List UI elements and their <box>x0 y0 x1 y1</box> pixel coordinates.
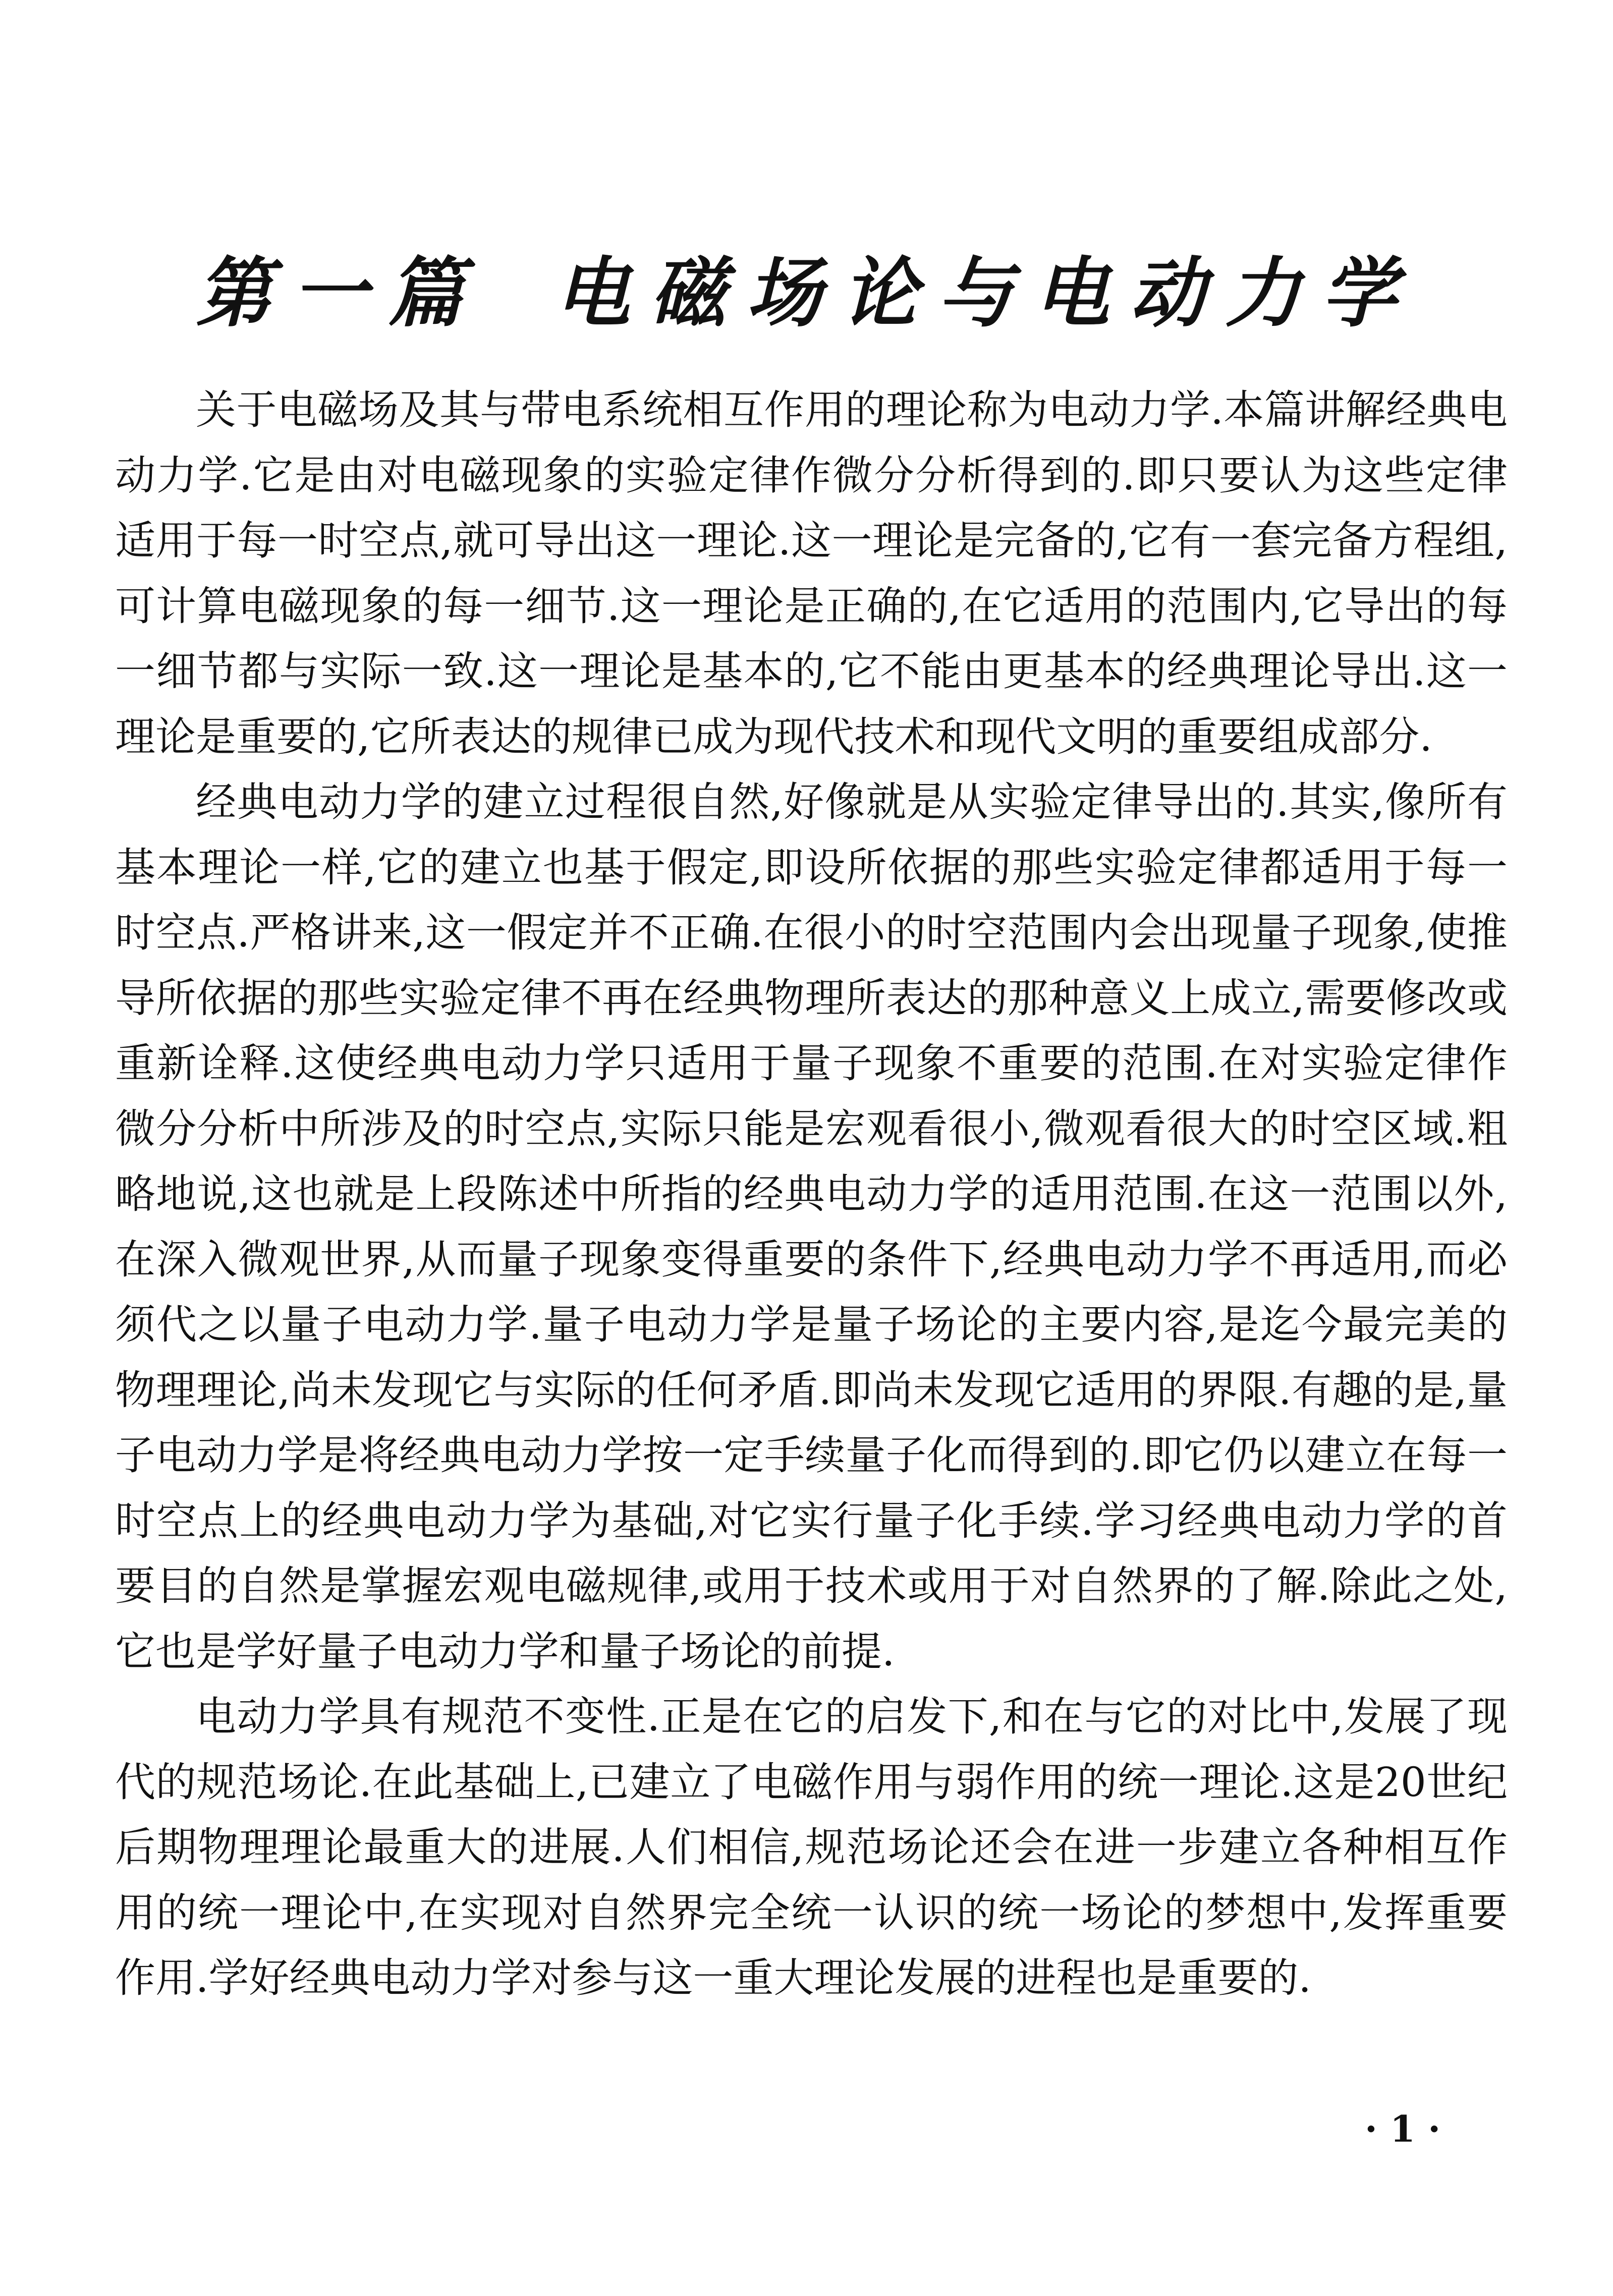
paragraph-2: 经典电动力学的建立过程很自然,好像就是从实验定律导出的.其实,像所有基本理论一样,它的建立也基于假定,即设所依据的那些实验定律都适用于每一时空点.严格讲来,这一假定并不正确.在很小的时空范围内会出现量子现象,使推导所依据的那些实验定律不再在经典物理所表达的那种意义上成立,需要修改或重新诠释.这使经典电动力学只适用于量子现象不重要的范围.在对实验定律作微分分析中所涉及的时空点,实际只能是宏观看很小,微观看很大的时空区域.粗略地说,这也就是上段陈述中所指的经典电动力学的适用范围.在这一范围以外,在深入微观世界,从而量子现象变得重要的条件下,经典电动力学不再适用,而必须代之以量子电动力学.量子电动力学是量子场论的主要内容,是迄今最完美的物理理论,尚未发现它与实际的任何矛盾.即尚未发现它适用的界限.有趣的是,量子电动力学是将经典电动力学按一定手续量子化而得到的.即它仍以建立在每一时空点上的经典电动力学为基础,对它实行量子化手续.学习经典电动力学的首要目的自然是掌握宏观电磁规律,或用于技术或用于对自然界的了解.除此之处,它也是学好量子电动力学和量子场论的前提. <box>115 778 1508 1675</box>
paragraph-1: 关于电磁场及其与带电系统相互作用的理论称为电动力学.本篇讲解经典电动力学.它是由对电磁现象的实验定律作微分分析得到的.即只要认为这些定律适用于每一时空点,就可导出这一理论.这一理论是完备的,它有一套完备方程组,可计算电磁现象的每一细节.这一理论是正确的,在它适用的范围内,它导出的每一细节都与实际一致.这一理论是基本的,它不能由更基本的经典理论导出.这一理论是重要的,它所表达的规律已成为现代技术和现代文明的重要组成部分. <box>115 386 1508 760</box>
page-number: · 1 · <box>1364 2107 1441 2150</box>
paragraph-3: 电动力学具有规范不变性.正是在它的启发下,和在与它的对比中,发展了现代的规范场论.在此基础上,已建立了电磁作用与弱作用的统一理论.这是20世纪后期物理理论最重大的进展.人们相信,规范场论还会在进一步建立各种相互作用的统一理论中,在实现对自然界完全统一认识的统一场论的梦想中,发挥重要作用.学好经典电动力学对参与这一重大理论发展的进程也是重要的. <box>115 1693 1508 2001</box>
part-label: 第一篇 <box>196 248 484 338</box>
body-text <box>115 377 1508 2011</box>
part-name: 电磁场论与电动力学 <box>554 248 1417 338</box>
part-title <box>0 243 1613 344</box>
